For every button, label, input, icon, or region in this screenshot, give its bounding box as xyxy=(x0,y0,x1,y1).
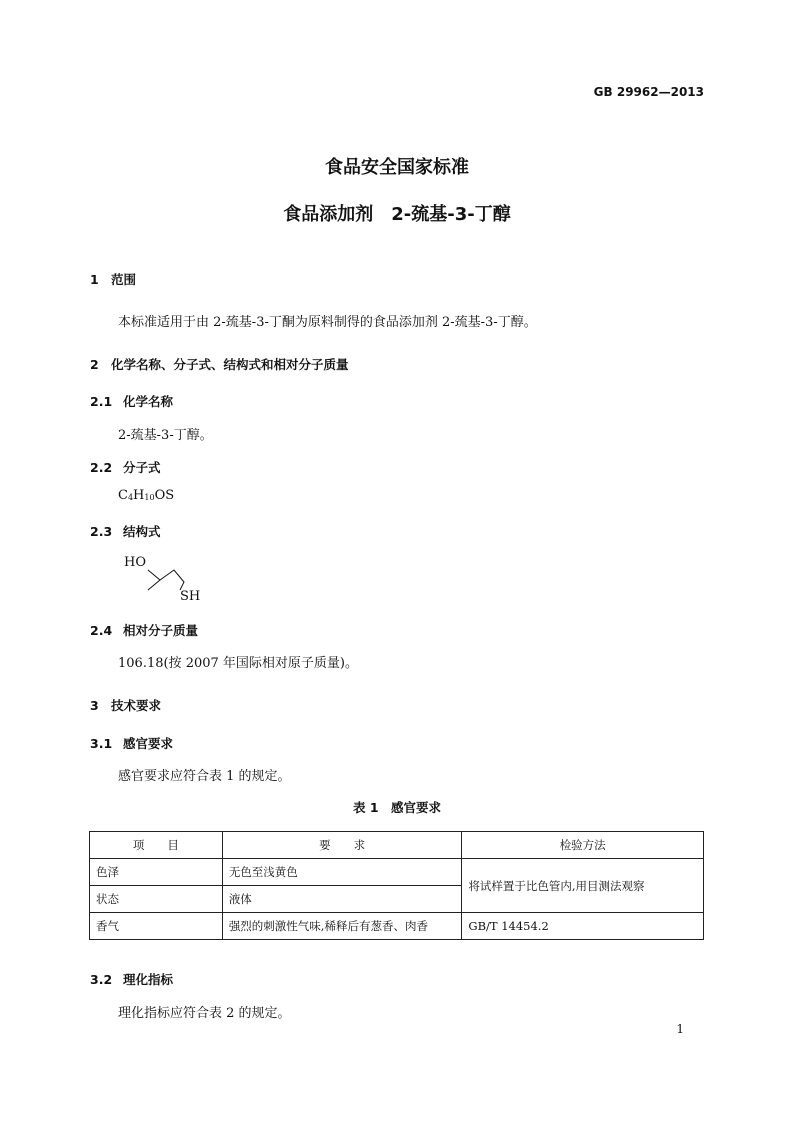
cell-test-method: 将试样置于比色管内,用目测法观察 xyxy=(462,859,704,913)
section-1-heading xyxy=(90,270,136,288)
section-number: 1 xyxy=(90,272,99,287)
table-row xyxy=(90,913,704,940)
header-test-method: 检验方法 xyxy=(462,832,704,859)
header-item: 项 目 xyxy=(90,832,223,859)
header-requirement: 要 求 xyxy=(222,832,462,859)
section-number: 3 xyxy=(90,698,99,713)
table-1-caption: 表 1 感官要求 xyxy=(352,800,442,815)
doc-title-line2: 食品添加剂 2-巯基-3-丁醇 xyxy=(283,204,511,225)
cell-item: 色泽 xyxy=(90,859,223,886)
section-2-4-heading xyxy=(90,621,198,639)
cell-item: 状态 xyxy=(90,886,223,913)
section-title: 相对分子质量 xyxy=(123,623,199,638)
molecular-weight: 106.18(按 2007 年国际相对原子质量)。 xyxy=(118,656,358,671)
table-header-row xyxy=(90,832,704,859)
section-number: 3.1 xyxy=(90,736,113,751)
section-title: 理化指标 xyxy=(123,972,174,987)
section-3-2-heading xyxy=(90,970,173,988)
bond-left xyxy=(148,570,160,590)
formula-element-c: C xyxy=(118,488,128,503)
section-3-2-text: 理化指标应符合表 2 的规定。 xyxy=(118,1006,291,1021)
section-title: 感官要求 xyxy=(123,736,174,751)
section-number: 2.4 xyxy=(90,623,113,638)
label-ho: HO xyxy=(124,555,146,570)
section-number: 2 xyxy=(90,357,99,372)
section-3-heading xyxy=(90,696,161,714)
cell-requirement: 无色至浅黄色 xyxy=(222,859,462,886)
cell-test-method: GB/T 14454.2 xyxy=(462,913,704,940)
chemical-name: 2-巯基-3-丁醇。 xyxy=(118,428,213,443)
section-2-1-heading xyxy=(90,392,173,410)
cell-requirement: 强烈的刺激性气味,稀释后有葱香、肉香 xyxy=(222,913,462,940)
formula-subscript-h: 10 xyxy=(144,493,155,502)
page-number: 1 xyxy=(676,1022,684,1036)
section-title: 化学名称、分子式、结构式和相对分子质量 xyxy=(111,357,349,372)
section-title: 技术要求 xyxy=(111,698,162,713)
section-2-2-heading xyxy=(90,458,161,476)
section-3-1-heading xyxy=(90,734,173,752)
section-number: 3.2 xyxy=(90,972,113,987)
section-1-text: 本标准适用于由 2-巯基-3-丁酮为原料制得的食品添加剂 2-巯基-3-丁醇。 xyxy=(118,315,537,330)
bond-chain xyxy=(160,570,184,590)
formula-element-h: H xyxy=(133,488,145,503)
section-2-3-heading xyxy=(90,522,161,540)
section-number: 2.1 xyxy=(90,394,113,409)
cell-item: 香气 xyxy=(90,913,223,940)
doc-title-line1: 食品安全国家标准 xyxy=(325,157,469,178)
section-title: 化学名称 xyxy=(123,394,174,409)
section-title: 范围 xyxy=(111,272,137,287)
formula-element-os: OS xyxy=(154,488,175,503)
table-row xyxy=(90,859,704,886)
section-2-heading xyxy=(90,355,349,373)
cell-requirement: 液体 xyxy=(222,886,462,913)
section-title: 结构式 xyxy=(123,524,161,539)
sensory-requirements-table xyxy=(89,831,704,940)
section-number: 2.2 xyxy=(90,460,113,475)
section-number: 2.3 xyxy=(90,524,113,539)
section-title: 分子式 xyxy=(123,460,161,475)
structural-formula-diagram xyxy=(118,552,208,604)
label-sh: SH xyxy=(180,589,201,604)
standard-code: GB 29962—2013 xyxy=(593,85,704,99)
formula-subscript-c: 4 xyxy=(127,493,134,502)
molecular-formula xyxy=(118,488,174,503)
section-3-1-text: 感官要求应符合表 1 的规定。 xyxy=(118,769,291,784)
